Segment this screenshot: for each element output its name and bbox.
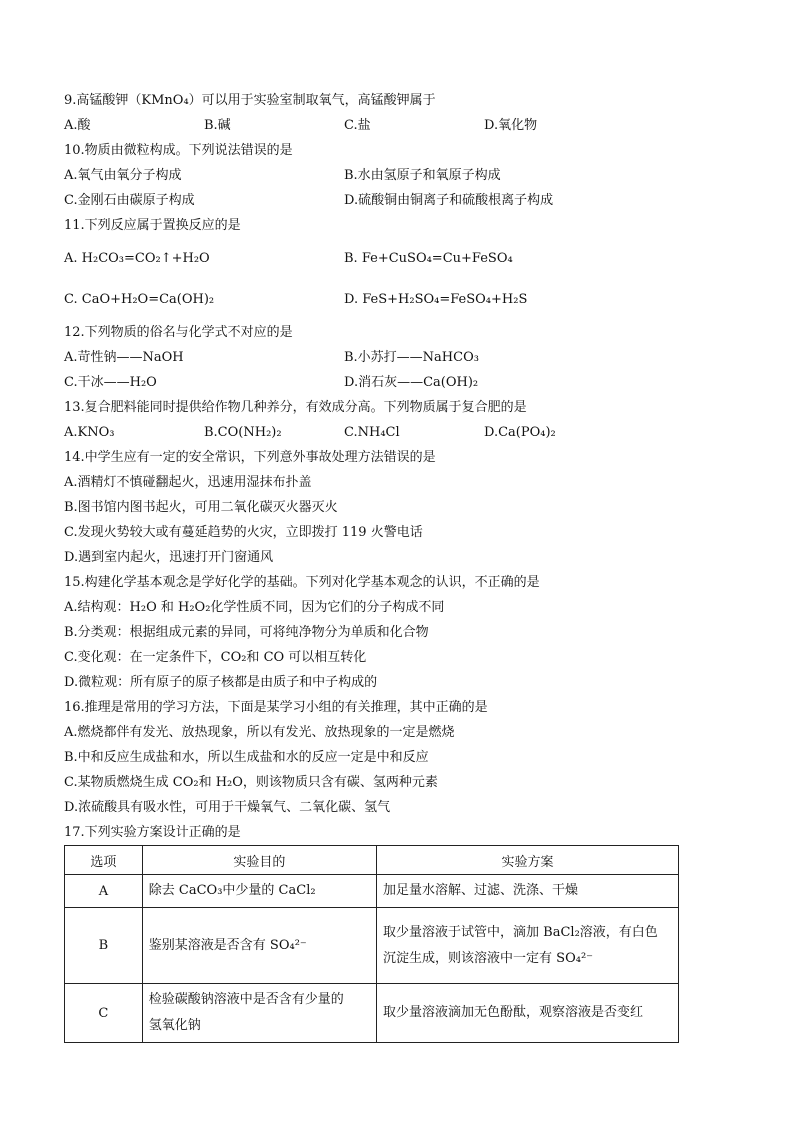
question-13-options: [64, 420, 684, 445]
row-plan: [377, 984, 679, 1043]
option-d: D. FeS+H₂SO₄=FeSO₄+H₂S: [344, 292, 528, 307]
option-c: C.某物质燃烧生成 CO₂和 H₂O，则该物质只含有碳、氢两种元素: [64, 775, 438, 790]
row-option: C: [65, 984, 143, 1043]
option-d: D.遇到室内起火，迅速打开门窗通风: [64, 550, 274, 565]
option-c: C.NH₄Cl: [344, 425, 400, 440]
question-11-stem: 11.下列反应属于置换反应的是: [64, 218, 241, 233]
row-purpose: [142, 984, 376, 1043]
plan-line: 取少量溶液于试管中，滴加 BaCl₂溶液，有白色: [383, 924, 658, 940]
purpose-line: 检验碳酸钠溶液中是否含有少量的: [148, 992, 344, 1007]
option-d: D.消石灰——Ca(OH)₂: [344, 375, 479, 390]
option-a: A.结构观：H₂O 和 H₂O₂化学性质不同，因为它们的分子构成不同: [64, 600, 445, 615]
question-15-stem: 15.构建化学基本观念是学好化学的基础。下列对化学基本观念的认识，不正确的是: [64, 575, 540, 590]
option-c: C.干冰——H₂O: [64, 375, 157, 390]
option-c: C.变化观：在一定条件下，CO₂和 CO 可以相互转化: [64, 650, 367, 665]
plan-line: 取少量溶液滴加无色酚酞，观察溶液是否变红: [383, 1005, 644, 1020]
question-16-stem: 16.推理是常用的学习方法，下面是某学习小组的有关推理，其中正确的是: [64, 700, 488, 715]
question-12-options-row2: [64, 370, 684, 395]
option-c: C.发现火势较大或有蔓延趋势的火灾，立即拨打 119 火警电话: [64, 525, 423, 540]
option-d: D.浓硫酸具有吸水性，可用于干燥氧气、二氧化碳、氢气: [64, 800, 391, 815]
option-d: D.微粒观：所有原子的原子核都是由质子和中子构成的: [64, 675, 378, 690]
option-b: B.碱: [204, 118, 231, 133]
question-12-stem: 12.下列物质的俗名与化学式不对应的是: [64, 325, 293, 340]
table-row: [65, 984, 679, 1043]
purpose-line: 氢氧化钠: [148, 1018, 201, 1033]
question-9-stem: 9.高锰酸钾（KMnO₄）可以用于实验室制取氧气，高锰酸钾属于: [64, 93, 436, 108]
option-d: D.氧化物: [484, 118, 538, 133]
option-a: A.苛性钠——NaOH: [64, 350, 184, 365]
option-b: B.小苏打——NaHCO₃: [344, 350, 479, 365]
question-13-stem: 13.复合肥料能同时提供给作物几种养分，有效成分高。下列物质属于复合肥的是: [64, 400, 527, 415]
option-a: A.燃烧都伴有发光、放热现象，所以有发光、放热现象的一定是燃烧: [64, 725, 455, 740]
row-plan: [377, 875, 679, 908]
question-11-options-row1: [64, 238, 684, 279]
header-plan: 实验方案: [377, 846, 679, 875]
exam-page: [64, 88, 684, 845]
question-11-options-row2: [64, 279, 684, 320]
option-b: B.分类观：根据组成元素的异同，可将纯净物分为单质和化合物: [64, 625, 429, 640]
header-purpose: 实验目的: [142, 846, 376, 875]
row-purpose: [142, 875, 376, 908]
question-10-stem: 10.物质由微粒构成。下列说法错误的是: [64, 143, 293, 158]
table-row: [65, 875, 679, 908]
purpose-line: 鉴别某溶液是否含有 SO₄²⁻: [148, 937, 307, 953]
row-purpose: [142, 908, 376, 984]
question-9-options: [64, 113, 684, 138]
row-plan: [377, 908, 679, 984]
option-c: C. CaO+H₂O=Ca(OH)₂: [64, 292, 215, 307]
header-option: 选项: [65, 846, 143, 875]
option-c: C.金刚石由碳原子构成: [64, 193, 195, 208]
option-b: B. Fe+CuSO₄=Cu+FeSO₄: [344, 251, 513, 266]
row-option: B: [65, 908, 143, 984]
option-a: A.氧气由氧分子构成: [64, 168, 182, 183]
option-c: C.盐: [344, 118, 371, 133]
question-10-options-row2: [64, 188, 684, 213]
option-b: B.水由氢原子和氧原子构成: [344, 168, 501, 183]
question-17-stem: 17.下列实验方案设计正确的是: [64, 825, 241, 840]
plan-line: 沉淀生成，则该溶液中一定有 SO₄²⁻: [383, 950, 594, 966]
table-header-row: [65, 846, 679, 875]
option-d: D.硫酸铜由铜离子和硫酸根离子构成: [344, 193, 554, 208]
purpose-line: 除去 CaCO₃中少量的 CaCl₂: [148, 883, 316, 898]
option-a: A.酒精灯不慎碰翻起火，迅速用湿抹布扑盖: [64, 475, 312, 490]
experiment-table: [64, 845, 679, 1043]
table-row: [65, 908, 679, 984]
option-d: D.Ca(PO₄)₂: [484, 425, 556, 440]
option-b: B.CO(NH₂)₂: [204, 425, 282, 440]
plan-line: 加足量水溶解、过滤、洗涤、干燥: [383, 883, 579, 898]
row-option: A: [65, 875, 143, 908]
option-b: B.图书馆内图书起火，可用二氧化碳灭火器灭火: [64, 500, 338, 515]
option-a: A. H₂CO₃=CO₂↑+H₂O: [64, 251, 210, 266]
option-a: A.酸: [64, 118, 91, 133]
question-14-stem: 14.中学生应有一定的安全常识，下列意外事故处理方法错误的是: [64, 450, 436, 465]
question-10-options-row1: [64, 163, 684, 188]
option-b: B.中和反应生成盐和水，所以生成盐和水的反应一定是中和反应: [64, 750, 429, 765]
question-12-options-row1: [64, 345, 684, 370]
option-a: A.KNO₃: [64, 425, 115, 440]
